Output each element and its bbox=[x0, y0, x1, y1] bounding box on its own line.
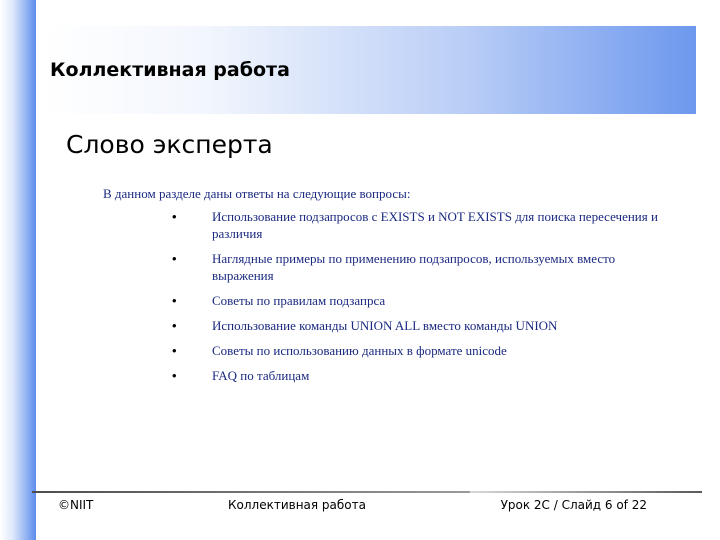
footer-slide-number: Урок 2C / Слайд 6 of 22 bbox=[500, 498, 647, 512]
bullet-list bbox=[172, 208, 662, 392]
header-banner bbox=[44, 26, 696, 114]
slide-heading: Слово эксперта bbox=[66, 130, 273, 159]
footer-divider-right bbox=[470, 491, 702, 493]
header-title: Коллективная работа bbox=[50, 59, 290, 81]
footer-divider-left bbox=[32, 491, 470, 493]
bullet-icon: • bbox=[172, 251, 177, 266]
bullet-item bbox=[172, 250, 662, 284]
footer-course-title: Коллективная работа bbox=[228, 498, 366, 512]
bullet-item bbox=[172, 342, 662, 359]
footer-copyright: ©NIIT bbox=[58, 498, 94, 512]
bullet-item bbox=[172, 292, 662, 309]
bullet-icon: • bbox=[172, 209, 177, 224]
bullet-text: Использование подзапросов с EXISTS и NOT EXISTS для поиска пересечения и различия bbox=[212, 209, 658, 241]
bullet-icon: • bbox=[172, 318, 177, 333]
bullet-item bbox=[172, 317, 662, 334]
bullet-text: Советы по использованию данных в формате unicode bbox=[212, 343, 507, 358]
bullet-icon: • bbox=[172, 368, 177, 383]
bullet-icon: • bbox=[172, 343, 177, 358]
bullet-text: FAQ по таблицам bbox=[212, 368, 310, 383]
left-gradient-bar bbox=[0, 0, 36, 540]
bullet-text: Наглядные примеры по применению подзапросов, используемых вместо выражения bbox=[212, 251, 616, 283]
bullet-item bbox=[172, 367, 662, 384]
bullet-text: Советы по правилам подзапрса bbox=[212, 293, 386, 308]
intro-text: В данном разделе даны ответы на следующие вопросы: bbox=[103, 186, 411, 201]
bullet-item bbox=[172, 208, 662, 242]
bullet-text: Использование команды UNION ALL вместо команды UNION bbox=[212, 318, 558, 333]
bullet-icon: • bbox=[172, 293, 177, 308]
